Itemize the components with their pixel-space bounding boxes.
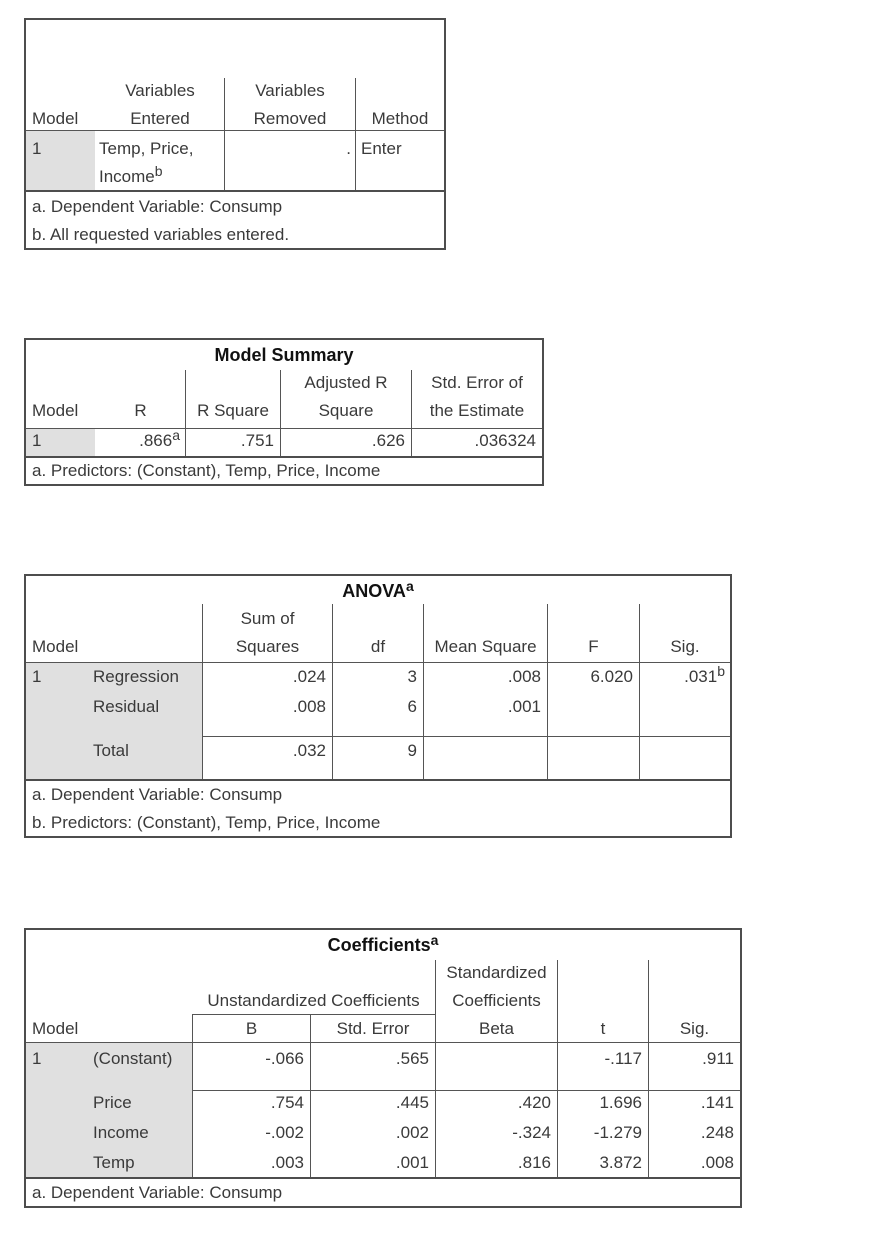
- cell-entered-line2: Income$^b$: [99, 163, 163, 186]
- header-sig: Sig.: [670, 637, 700, 656]
- cell-regression-df: 3: [407, 667, 417, 686]
- header-mean-square: Mean Square: [434, 637, 537, 656]
- cell-residual-ss: .008: [292, 697, 326, 716]
- footnote-b: b. All requested variables entered.: [32, 225, 290, 244]
- coefficients-table: [24, 928, 742, 1208]
- header-b: B: [245, 1019, 258, 1038]
- cell-temp-sig: .008: [700, 1153, 734, 1172]
- cell-income-t: -1.279: [593, 1123, 642, 1142]
- cell-price-sig: .141: [700, 1093, 734, 1112]
- cell-entered-line1: Temp, Price,: [99, 139, 194, 158]
- cell-regression-sig: .031$^b$: [684, 663, 725, 686]
- label-price: Price: [93, 1093, 132, 1112]
- variables-entered-removed-table: [24, 18, 446, 250]
- header-r-square: R Square: [197, 401, 269, 420]
- label-constant: (Constant): [93, 1049, 173, 1068]
- cell-price-beta: .420: [517, 1093, 551, 1112]
- cell-regression-ms: .008: [507, 667, 541, 686]
- label-total: Total: [93, 741, 129, 760]
- cell-residual-ms: .001: [507, 697, 541, 716]
- label-income: Income: [93, 1123, 149, 1142]
- cell-constant-b: -.066: [265, 1049, 304, 1068]
- row-model: 1: [32, 431, 42, 450]
- footnote-a: a. Dependent Variable: Consump: [32, 197, 283, 216]
- model-summary-title: Model Summary: [214, 345, 354, 365]
- cell-temp-beta: .816: [517, 1153, 551, 1172]
- header-model: Model: [32, 401, 79, 420]
- cell-temp-t: 3.872: [599, 1153, 642, 1172]
- cell-regression-ss: .024: [292, 667, 326, 686]
- model-summary-table: [24, 338, 544, 486]
- header-sig: Sig.: [679, 1019, 710, 1038]
- header-method: Method: [371, 109, 429, 128]
- header-variables-entered-2: Entered: [130, 109, 190, 128]
- cell-temp-se: .001: [395, 1153, 429, 1172]
- cell-r: .866$^a$: [139, 427, 180, 450]
- header-std-error: Std. Error: [336, 1019, 410, 1038]
- header-standardized-1: Standardized: [446, 963, 547, 982]
- header-adjusted-r-1: Adjusted R: [304, 373, 388, 392]
- header-variables-entered-1: Variables: [125, 81, 195, 100]
- cell-constant-t: -.117: [604, 1049, 642, 1068]
- label-regression: Regression: [93, 667, 179, 686]
- cell-residual-df: 6: [407, 697, 417, 716]
- cell-method: Enter: [361, 139, 402, 158]
- header-model: Model: [32, 1019, 79, 1038]
- cell-constant-sig: .911: [702, 1049, 734, 1068]
- cell-price-b: .754: [270, 1093, 304, 1112]
- header-variables-removed-2: Removed: [253, 109, 327, 128]
- cell-price-t: 1.696: [599, 1093, 642, 1112]
- header-adjusted-r-2: Square: [318, 401, 374, 420]
- cell-price-se: .445: [395, 1093, 429, 1112]
- header-unstandardized-coefficients: Unstandardized Coefficients: [207, 991, 420, 1010]
- row-model: 1: [32, 1049, 42, 1068]
- header-standardized-2: Coefficients: [452, 991, 541, 1010]
- cell-total-df: 9: [407, 741, 417, 760]
- label-temp: Temp: [93, 1153, 135, 1172]
- header-model: Model: [32, 637, 79, 656]
- header-t: t: [600, 1019, 606, 1038]
- header-std-error-1: Std. Error of: [431, 373, 523, 392]
- footnote-a: a. Predictors: (Constant), Temp, Price, Income: [32, 461, 381, 480]
- anova-table: [24, 574, 732, 838]
- label-residual: Residual: [93, 697, 160, 716]
- row-model: 1: [32, 139, 42, 158]
- header-model: Model: [32, 109, 79, 128]
- cell-total-ss: .032: [292, 741, 326, 760]
- header-r: R: [134, 401, 147, 420]
- header-std-error-2: the Estimate: [429, 401, 525, 420]
- header-sum-of-squares-1: Sum of: [240, 609, 295, 628]
- header-df: df: [370, 637, 386, 656]
- cell-income-se: .002: [395, 1123, 429, 1142]
- cell-income-beta: -.324: [512, 1123, 551, 1142]
- header-sum-of-squares-2: Squares: [235, 637, 300, 656]
- anova-title: ANOVA$^a$: [342, 578, 414, 601]
- cell-constant-se: .565: [395, 1049, 429, 1068]
- footnote-a: a. Dependent Variable: Consump: [32, 1183, 283, 1202]
- header-f: F: [588, 637, 599, 656]
- coefficients-title: Coefficients$^a$: [327, 932, 439, 955]
- cell-r-square: .751: [240, 431, 274, 450]
- cell-temp-b: .003: [270, 1153, 304, 1172]
- cell-regression-f: 6.020: [590, 667, 633, 686]
- footnote-a: a. Dependent Variable: Consump: [32, 785, 283, 804]
- header-beta: Beta: [479, 1019, 514, 1038]
- row-model: 1: [32, 667, 42, 686]
- cell-adjusted-r-square: .626: [371, 431, 405, 450]
- cell-removed: .: [346, 139, 351, 158]
- cell-income-b: -.002: [265, 1123, 304, 1142]
- header-variables-removed-1: Variables: [255, 81, 325, 100]
- cell-std-error: .036324: [474, 431, 536, 450]
- footnote-b: b. Predictors: (Constant), Temp, Price, Income: [32, 813, 381, 832]
- cell-income-sig: .248: [700, 1123, 734, 1142]
